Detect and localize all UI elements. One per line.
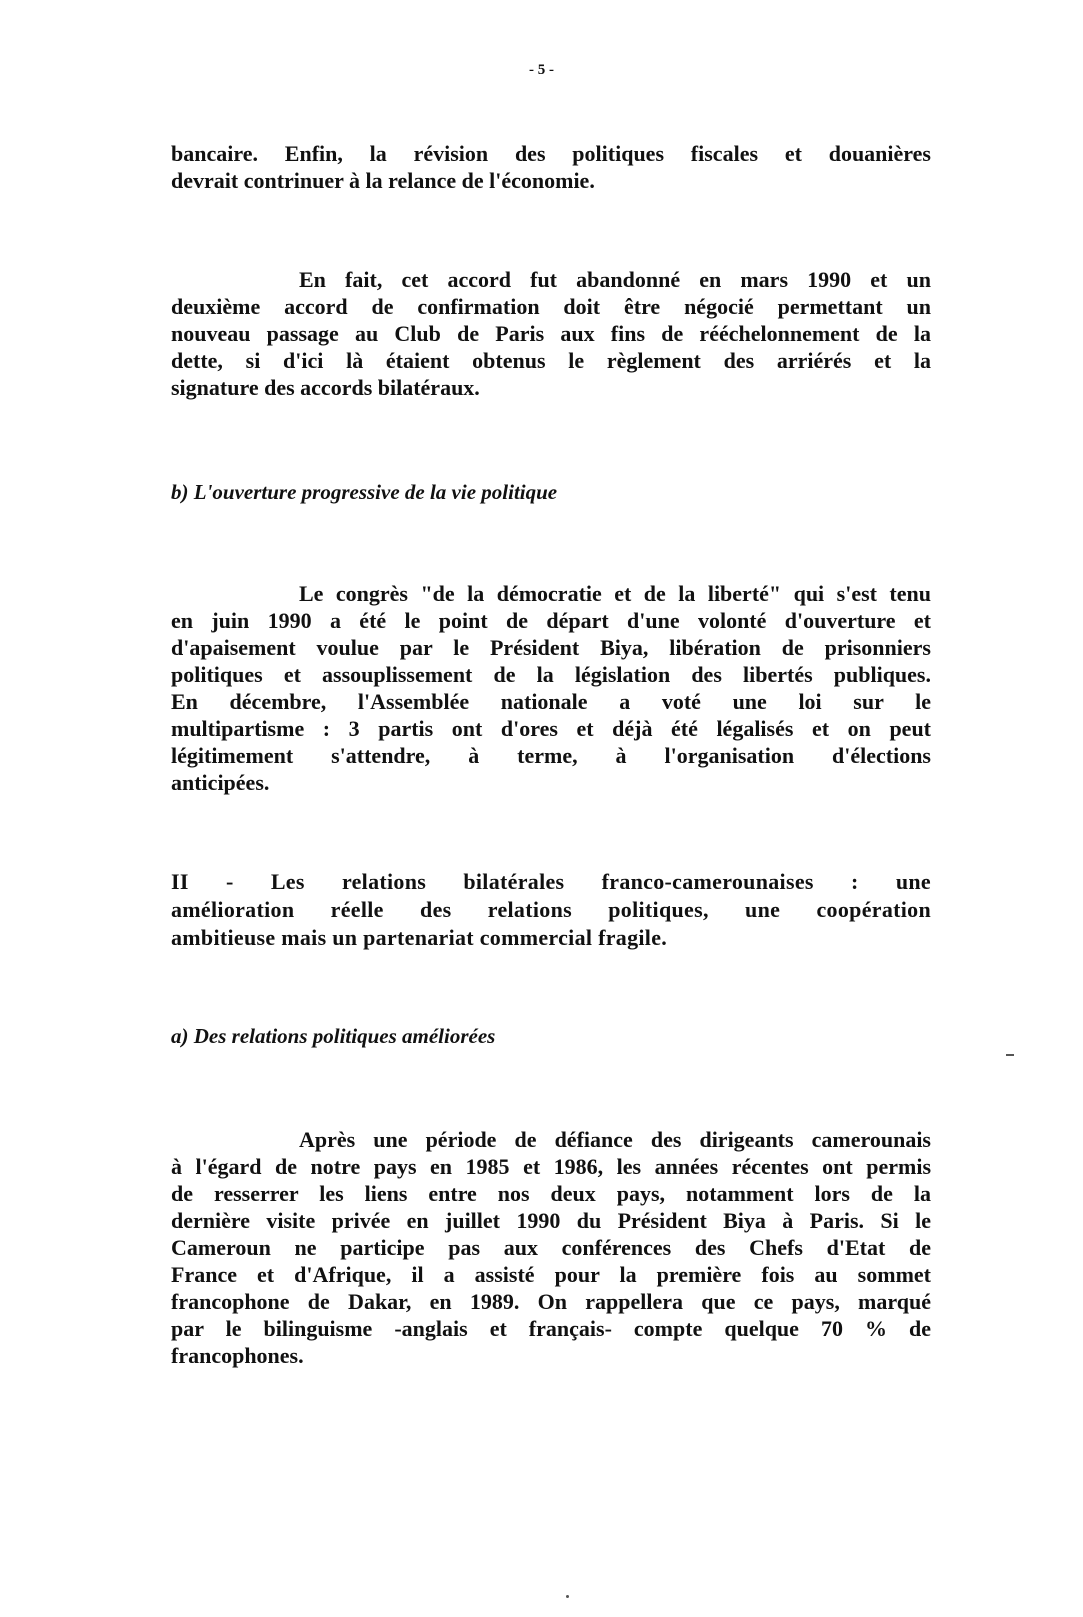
paragraph-line: bancaire. Enfin, la révision des politiques fiscales et douanières	[171, 141, 931, 166]
page-number: - 5 -	[529, 62, 554, 78]
paragraph-line: anticipées.	[171, 770, 270, 795]
paragraph-line: multipartisme : 3 partis ont d'ores et déjà été légalisés et on peut	[171, 716, 931, 741]
paragraph-1	[171, 140, 931, 194]
paragraph-line: En fait, cet accord fut abandonné en mars 1990 et un	[299, 267, 931, 292]
paragraph-line: nouveau passage au Club de Paris aux fins de rééchelonnement de la	[171, 321, 931, 346]
scan-speck	[1006, 1054, 1014, 1056]
paragraph-line: En décembre, l'Assemblée nationale a voté une loi sur le	[171, 689, 931, 714]
paragraph-line: deuxième accord de confirmation doit être négocié permettant un	[171, 294, 931, 319]
paragraph-line: d'apaisement voulue par le Président Biya, libération de prisonniers	[171, 635, 931, 660]
paragraph-line: France et d'Afrique, il a assisté pour la première fois au sommet	[171, 1262, 931, 1287]
paragraph-line: dette, si d'ici là étaient obtenus le règlement des arriérés et la	[171, 348, 931, 373]
paragraph-2	[171, 266, 931, 401]
paragraph-line: francophone de Dakar, en 1989. On rappellera que ce pays, marqué	[171, 1289, 931, 1314]
paragraph-3	[171, 580, 931, 796]
subheading-a: a) Des relations politiques améliorées	[171, 1024, 496, 1048]
paragraph-line: signature des accords bilatéraux.	[171, 375, 480, 400]
section-ii-title	[171, 868, 931, 952]
paragraph-4	[171, 1126, 931, 1369]
section-title-line: II - Les relations bilatérales franco-camerounaises : une	[171, 869, 931, 894]
paragraph-line: légitimement s'attendre, à terme, à l'organisation d'élections	[171, 743, 931, 768]
scan-speck	[566, 1595, 569, 1598]
paragraph-line: à l'égard de notre pays en 1985 et 1986, les années récentes ont permis	[171, 1154, 931, 1179]
paragraph-line: Cameroun ne participe pas aux conférences des Chefs d'Etat de	[171, 1235, 931, 1260]
paragraph-line: Après une période de défiance des dirigeants camerounais	[299, 1127, 931, 1152]
paragraph-line: devrait contrinuer à la relance de l'économie.	[171, 168, 595, 193]
paragraph-line: politiques et assouplissement de la législation des libertés publiques.	[171, 662, 931, 687]
paragraph-line: par le bilinguisme -anglais et français- compte quelque 70 % de	[171, 1316, 931, 1341]
paragraph-line: dernière visite privée en juillet 1990 du Président Biya à Paris. Si le	[171, 1208, 931, 1233]
paragraph-line: Le congrès "de la démocratie et de la liberté" qui s'est tenu	[299, 581, 931, 606]
paragraph-line: francophones.	[171, 1343, 304, 1368]
paragraph-line: en juin 1990 a été le point de départ d'une volonté d'ouverture et	[171, 608, 931, 633]
paragraph-line: de resserrer les liens entre nos deux pays, notamment lors de la	[171, 1181, 931, 1206]
subheading-b: b) L'ouverture progressive de la vie politique	[171, 480, 558, 504]
section-title-line: ambitieuse mais un partenariat commercial fragile.	[171, 925, 668, 950]
section-title-line: amélioration réelle des relations politiques, une coopération	[171, 897, 931, 922]
